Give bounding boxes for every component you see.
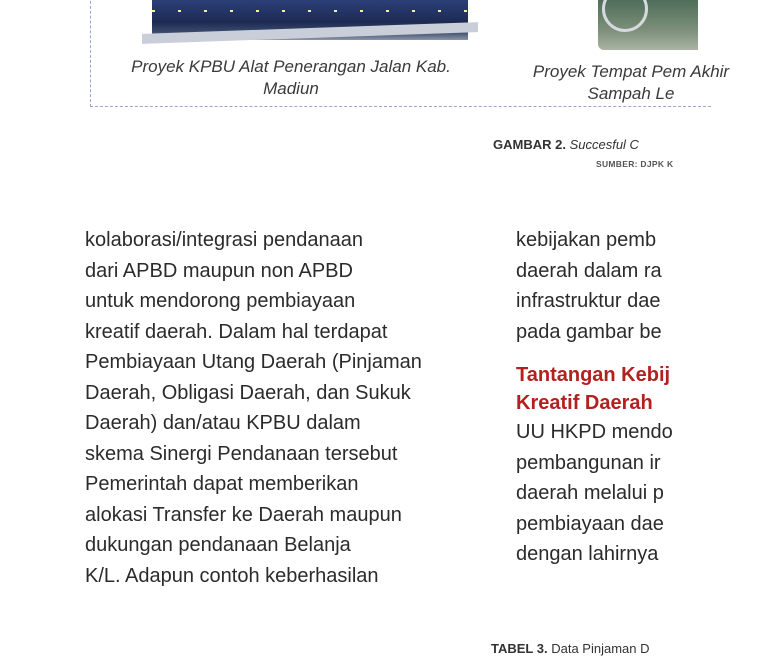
paragraph-line: daerah dalam ra [516, 259, 662, 282]
paragraph-line: Daerah, Obligasi Daerah, dan Sukuk [85, 381, 411, 404]
paragraph-line: pada gambar be [516, 320, 662, 343]
table-label-text: Data Pinjaman D [551, 641, 650, 656]
paragraph-line: kreatif daerah. Dalam hal terdapat [85, 320, 388, 343]
paragraph-line: dengan lahirnya [516, 543, 659, 565]
paragraph-line: pembangunan ir [516, 451, 661, 474]
paragraph-line: infrastruktur dae [516, 290, 661, 312]
paragraph-line: pembiayaan dae [516, 512, 664, 535]
street-lights [152, 10, 468, 12]
left-column-text [85, 225, 480, 591]
figure-source: SUMBER: DJPK K [596, 159, 674, 169]
paragraph-line: Pembiayaan Utang Daerah (Pinjaman [85, 351, 422, 373]
paragraph-line: daerah melalui p [516, 482, 664, 504]
paragraph-line: untuk mendorong pembiayaan [85, 290, 356, 312]
figure-label-prefix: GAMBAR 2. [493, 137, 566, 152]
paragraph-line: dari APBD maupun non APBD [85, 259, 353, 282]
section-heading: Tantangan Kebij [516, 364, 671, 386]
paragraph-line: K/L. Adapun contoh keberhasilan [85, 564, 379, 587]
street-lighting-photo [152, 0, 468, 40]
paragraph-line: kolaborasi/integrasi pendanaan [85, 229, 363, 251]
table-label [491, 641, 650, 656]
paragraph-line: kebijakan pemb [516, 229, 657, 251]
right-column-text [516, 225, 776, 570]
figure-caption-right: Proyek Tempat Pem Akhir Sampah Le [532, 62, 730, 103]
paragraph-line: dukungan pendanaan Belanja [85, 534, 351, 556]
figure-label [493, 137, 639, 152]
paragraph-line: UU HKPD mendo [516, 421, 673, 443]
figure-caption-left: Proyek KPBU Alat Penerangan Jalan Kab. Madiun [131, 57, 451, 98]
section-heading: Kreatif Daerah [516, 392, 653, 414]
paragraph-line: Daerah) dan/atau KPBU dalam [85, 412, 361, 434]
paragraph-line: Pemerintah dapat memberikan [85, 473, 359, 495]
paragraph-line: skema Sinergi Pendanaan tersebut [85, 442, 398, 465]
figure-label-text: Succesful C [569, 137, 639, 152]
aerial-ring-shape [602, 0, 648, 32]
table-label-prefix: TABEL 3. [491, 641, 548, 656]
paragraph-line: alokasi Transfer ke Daerah maupun [85, 503, 402, 526]
landfill-project-photo [598, 0, 698, 50]
